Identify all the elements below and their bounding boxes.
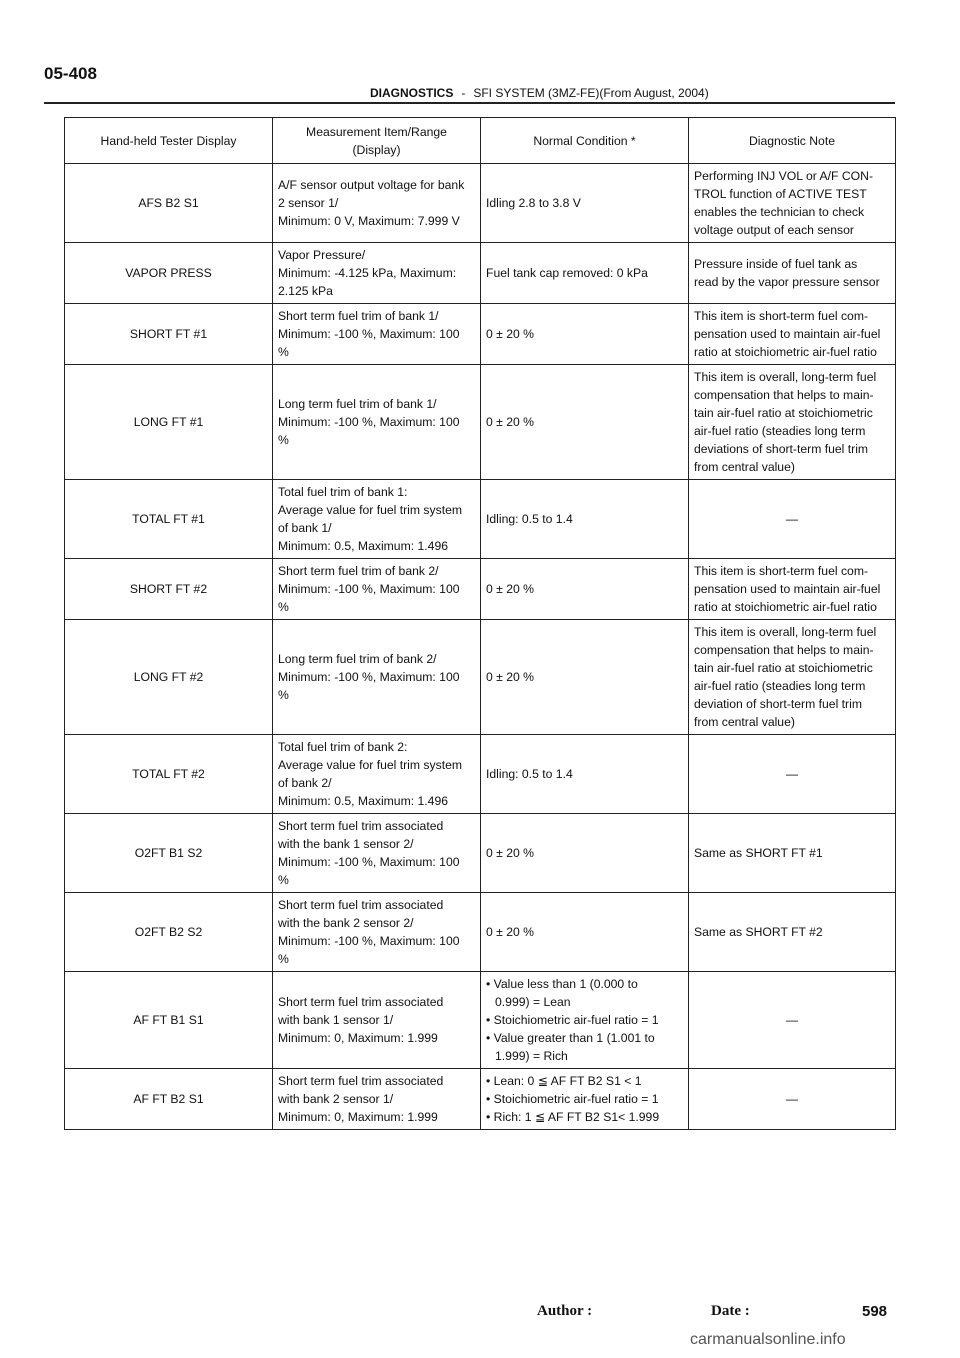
cell-measurement [273, 814, 481, 893]
cell-normal-condition-line: Fuel tank cap removed: 0 kPa [486, 266, 648, 280]
cell-measurement [273, 559, 481, 620]
cell-measurement-line: Minimum: 0, Maximum: 1.999 [278, 1110, 438, 1124]
cell-normal-condition-line: • Stoichiometric air-fuel ratio = 1 [486, 1013, 659, 1027]
cell-measurement-line: Short term fuel trim associated [278, 819, 444, 833]
cell-diagnostic-note [689, 814, 896, 893]
cell-diagnostic-note-line: air-fuel ratio (steadies long term [694, 424, 866, 438]
cell-tester-display: LONG FT #1 [65, 365, 273, 480]
cell-diagnostic-note-line: pensation used to maintain air-fuel [694, 582, 881, 596]
cell-measurement-line: % [278, 433, 289, 447]
cell-diagnostic-note-line: from central value) [694, 715, 795, 729]
cell-measurement-line: Minimum: -100 %, Maximum: 100 [278, 855, 460, 869]
cell-normal-condition-line: 0 ± 20 % [486, 582, 535, 596]
cell-diagnostic-note [689, 480, 896, 559]
cell-measurement-line: Minimum: -100 %, Maximum: 100 [278, 934, 460, 948]
cell-tester-display: AFS B2 S1 [65, 164, 273, 243]
diagnostic-table [64, 117, 896, 1130]
header-separator: - [461, 86, 466, 100]
cell-normal-condition [481, 304, 689, 365]
cell-measurement-line: % [278, 345, 289, 359]
cell-normal-condition [481, 814, 689, 893]
cell-measurement-line: Minimum: -100 %, Maximum: 100 [278, 327, 460, 341]
table-row [65, 243, 896, 304]
table-body [65, 164, 896, 1130]
cell-measurement-line: Total fuel trim of bank 2: [278, 740, 408, 754]
cell-diagnostic-note [689, 559, 896, 620]
section-title: DIAGNOSTICS [370, 86, 454, 100]
table-row [65, 480, 896, 559]
cell-tester-display: AF FT B2 S1 [65, 1069, 273, 1130]
cell-diagnostic-note-line: tain air-fuel ratio at stoichiometric [694, 406, 873, 420]
cell-measurement [273, 243, 481, 304]
table-row [65, 893, 896, 972]
table-row [65, 620, 896, 735]
cell-diagnostic-note-line: air-fuel ratio (steadies long term [694, 679, 866, 693]
cell-normal-condition [481, 1069, 689, 1130]
cell-normal-condition-line: • Value less than 1 (0.000 to [486, 977, 638, 991]
cell-diagnostic-note-line: deviations of short-term fuel trim [694, 442, 869, 456]
cell-measurement-line: % [278, 688, 289, 702]
cell-diagnostic-note [689, 893, 896, 972]
cell-measurement-line: Total fuel trim of bank 1: [278, 485, 408, 499]
cell-normal-condition [481, 735, 689, 814]
cell-diagnostic-note-line: Same as SHORT FT #1 [694, 846, 823, 860]
cell-diagnostic-note-line: Same as SHORT FT #2 [694, 925, 823, 939]
cell-measurement-line: Minimum: -100 %, Maximum: 100 [278, 670, 460, 684]
cell-diagnostic-note-line: — [785, 512, 799, 526]
cell-diagnostic-note-line: read by the vapor pressure sensor [694, 275, 880, 289]
cell-tester-display: SHORT FT #2 [65, 559, 273, 620]
cell-normal-condition-line: 0 ± 20 % [486, 925, 535, 939]
cell-normal-condition-line: 0 ± 20 % [486, 846, 535, 860]
cell-normal-condition-line: 0 ± 20 % [486, 415, 535, 429]
cell-diagnostic-note-line: — [785, 1092, 799, 1106]
cell-measurement-line: A/F sensor output voltage for bank [278, 178, 465, 192]
cell-diagnostic-note-line: — [785, 1013, 799, 1027]
cell-tester-display: TOTAL FT #1 [65, 480, 273, 559]
cell-tester-display: O2FT B1 S2 [65, 814, 273, 893]
table-row [65, 972, 896, 1069]
cell-normal-condition-line: 1.999) = Rich [495, 1049, 568, 1063]
cell-measurement [273, 480, 481, 559]
section-subtitle: SFI SYSTEM (3MZ-FE)(From August, 2004) [473, 86, 709, 100]
cell-measurement [273, 304, 481, 365]
cell-diagnostic-note-line: tain air-fuel ratio at stoichiometric [694, 661, 873, 675]
cell-tester-display: VAPOR PRESS [65, 243, 273, 304]
cell-measurement-line: Vapor Pressure/ [278, 248, 366, 262]
cell-diagnostic-note [689, 164, 896, 243]
cell-measurement-line: Minimum: 0 V, Maximum: 7.999 V [278, 214, 460, 228]
page-header [370, 86, 709, 100]
table-row [65, 735, 896, 814]
cell-measurement-line: Short term fuel trim associated [278, 995, 444, 1009]
cell-measurement-line: % [278, 600, 289, 614]
cell-diagnostic-note-line: ratio at stoichiometric air-fuel ratio [694, 345, 877, 359]
cell-measurement-line: Minimum: 0.5, Maximum: 1.496 [278, 539, 449, 553]
cell-diagnostic-note-line: enables the technician to check [694, 205, 865, 219]
cell-diagnostic-note-line: deviation of short-term fuel trim [694, 697, 862, 711]
cell-diagnostic-note-line: This item is short-term fuel com- [694, 564, 869, 578]
cell-diagnostic-note-line: voltage output of each sensor [694, 223, 854, 237]
cell-normal-condition-line: • Stoichiometric air-fuel ratio = 1 [486, 1092, 659, 1106]
header-measurement-line1: Measurement Item/Range [306, 124, 447, 139]
cell-normal-condition-line: • Lean: 0 ≦ AF FT B2 S1 < 1 [486, 1074, 642, 1088]
cell-measurement-line: % [278, 952, 289, 966]
footer-date-label: Date : [711, 1303, 750, 1319]
cell-normal-condition-line: 0.999) = Lean [495, 995, 571, 1009]
cell-normal-condition-line: • Rich: 1 ≦ AF FT B2 S1< 1.999 [486, 1110, 660, 1124]
cell-diagnostic-note-line: ratio at stoichiometric air-fuel ratio [694, 600, 877, 614]
table-row [65, 365, 896, 480]
cell-measurement-line: with the bank 2 sensor 2/ [278, 916, 414, 930]
cell-tester-display: O2FT B2 S2 [65, 893, 273, 972]
cell-normal-condition [481, 365, 689, 480]
cell-measurement-line: Minimum: 0, Maximum: 1.999 [278, 1031, 438, 1045]
cell-normal-condition [481, 620, 689, 735]
cell-normal-condition [481, 893, 689, 972]
cell-diagnostic-note [689, 972, 896, 1069]
cell-diagnostic-note [689, 304, 896, 365]
cell-measurement-line: with the bank 1 sensor 2/ [278, 837, 414, 851]
footer-author-label: Author : [537, 1303, 593, 1319]
footer-page-number: 598 [862, 1303, 888, 1320]
cell-normal-condition-line: 0 ± 20 % [486, 670, 535, 684]
table-row [65, 1069, 896, 1130]
cell-diagnostic-note-line: from central value) [694, 460, 795, 474]
cell-measurement-line: with bank 1 sensor 1/ [278, 1013, 394, 1027]
cell-normal-condition-line: Idling 2.8 to 3.8 V [486, 196, 581, 210]
cell-diagnostic-note-line: Performing INJ VOL or A/F CON- [694, 169, 874, 183]
cell-diagnostic-note [689, 243, 896, 304]
cell-measurement-line: 2 sensor 1/ [278, 196, 339, 210]
cell-measurement [273, 893, 481, 972]
cell-diagnostic-note-line: This item is overall, long-term fuel [694, 370, 877, 384]
cell-normal-condition [481, 972, 689, 1069]
cell-diagnostic-note [689, 1069, 896, 1130]
cell-measurement [273, 1069, 481, 1130]
table-row [65, 559, 896, 620]
cell-measurement-line: 2.125 kPa [278, 284, 333, 298]
cell-measurement-line: Short term fuel trim associated [278, 898, 444, 912]
cell-measurement [273, 735, 481, 814]
cell-measurement-line: Short term fuel trim of bank 2/ [278, 564, 439, 578]
cell-measurement-line: Minimum: 0.5, Maximum: 1.496 [278, 794, 449, 808]
cell-diagnostic-note-line: compensation that helps to main- [694, 388, 874, 402]
cell-measurement-line: Long term fuel trim of bank 1/ [278, 397, 437, 411]
table-row [65, 164, 896, 243]
header-rule [44, 102, 895, 104]
cell-diagnostic-note [689, 620, 896, 735]
table-row [65, 304, 896, 365]
header-measurement-line2: (Display) [352, 142, 401, 157]
header-diagnostic-note: Diagnostic Note [689, 118, 896, 164]
cell-diagnostic-note-line: This item is short-term fuel com- [694, 309, 869, 323]
cell-measurement-line: % [278, 873, 289, 887]
cell-tester-display: AF FT B1 S1 [65, 972, 273, 1069]
cell-normal-condition [481, 243, 689, 304]
cell-normal-condition [481, 559, 689, 620]
cell-measurement-line: Long term fuel trim of bank 2/ [278, 652, 437, 666]
cell-diagnostic-note [689, 735, 896, 814]
cell-measurement-line: Minimum: -100 %, Maximum: 100 [278, 415, 460, 429]
cell-measurement-line: Average value for fuel trim system [278, 758, 463, 772]
cell-tester-display: LONG FT #2 [65, 620, 273, 735]
cell-diagnostic-note-line: pensation used to maintain air-fuel [694, 327, 881, 341]
cell-measurement [273, 365, 481, 480]
header-measurement-item [273, 118, 481, 164]
cell-measurement [273, 620, 481, 735]
cell-normal-condition-line: Idling: 0.5 to 1.4 [486, 512, 573, 526]
header-normal-condition: Normal Condition * [481, 118, 689, 164]
cell-measurement-line: of bank 2/ [278, 776, 332, 790]
page-number: 05-408 [44, 64, 97, 83]
cell-diagnostic-note-line: TROL function of ACTIVE TEST [694, 187, 867, 201]
table-row [65, 814, 896, 893]
cell-tester-display: TOTAL FT #2 [65, 735, 273, 814]
cell-measurement [273, 972, 481, 1069]
cell-diagnostic-note [689, 365, 896, 480]
table-header-row [65, 118, 896, 164]
watermark: carmanualsonline.info [690, 1331, 846, 1348]
cell-measurement [273, 164, 481, 243]
cell-normal-condition [481, 480, 689, 559]
cell-measurement-line: of bank 1/ [278, 521, 332, 535]
cell-diagnostic-note-line: This item is overall, long-term fuel [694, 625, 877, 639]
header-tester-display: Hand-held Tester Display [65, 118, 273, 164]
cell-measurement-line: Short term fuel trim associated [278, 1074, 444, 1088]
cell-diagnostic-note-line: — [785, 767, 799, 781]
cell-measurement-line: Minimum: -100 %, Maximum: 100 [278, 582, 460, 596]
cell-measurement-line: with bank 2 sensor 1/ [278, 1092, 394, 1106]
cell-normal-condition-line: • Value greater than 1 (1.001 to [486, 1031, 655, 1045]
cell-normal-condition-line: Idling: 0.5 to 1.4 [486, 767, 573, 781]
cell-measurement-line: Average value for fuel trim system [278, 503, 463, 517]
cell-normal-condition-line: 0 ± 20 % [486, 327, 535, 341]
cell-measurement-line: Minimum: -4.125 kPa, Maximum: [278, 266, 457, 280]
cell-diagnostic-note-line: Pressure inside of fuel tank as [694, 257, 858, 271]
cell-tester-display: SHORT FT #1 [65, 304, 273, 365]
cell-normal-condition [481, 164, 689, 243]
cell-diagnostic-note-line: compensation that helps to main- [694, 643, 874, 657]
cell-measurement-line: Short term fuel trim of bank 1/ [278, 309, 439, 323]
